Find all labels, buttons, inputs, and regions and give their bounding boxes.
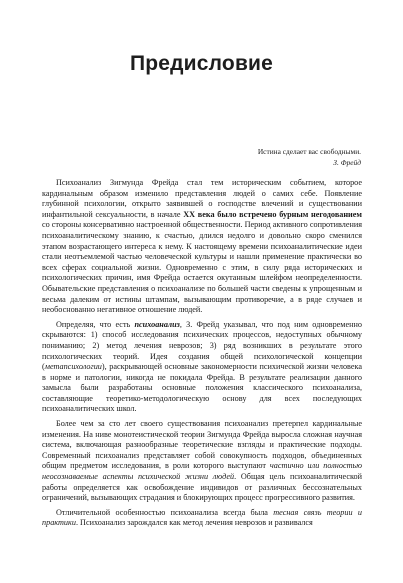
epigraph: [141, 146, 361, 168]
paragraph-2-term-metapsychology: метапсихологии: [44, 362, 102, 372]
paragraph-1-bold: XX века было встречено бурным негодованием: [183, 209, 362, 219]
paragraph-2-text-a: Определяя, что есть: [56, 319, 135, 329]
page-title: Предисловие: [129, 52, 274, 75]
paragraph-3: [42, 419, 362, 504]
paragraph-4-text-c: . Психоанализ зарождался как метод лечения неврозов и развивался: [75, 518, 313, 528]
paragraph-3-text-c: . Общая цель психоаналитической работы определяется как освобождение индивидов от различных бессознательных ограничений, вызывающих страдания и блокирующих процесс прогрессивного развития.: [42, 472, 362, 503]
paragraph-2-text-c: , З. Фрейд указывал, что под ним одновременно скрываются: 1) способ исследования психических процессов, недоступных обычному пониманию; 2) метод лечения неврозов; 3) ряд возникших в результате этого психологических теорий. Идея создания общей психологической концепции (: [42, 319, 362, 372]
body-text: [42, 178, 362, 533]
paragraph-2: [42, 320, 362, 415]
paragraph-2-text-e: ), раскрывающей основные закономерности психической жизни человека в норме и патологии, никогда не покидала Фрейда. В результате реализации данного замысла были разработаны основные положения классического психоанализа, составляющие теоретико-методологическую основу для всех последующих психоаналитических школ.: [42, 362, 362, 414]
paragraph-4-text-a: Отличительной особенностью психоанализа всегда была: [56, 507, 274, 517]
paragraph-1-text-a: Психоанализ Зигмунда Фрейда стал тем историческим событием, которое кардинальным образом изменило представления людей о самих себе. Появление глубинной психологии, открыто заявившей о господстве влечений и существовании инфантильной сексуальности, в начале: [42, 178, 362, 219]
paragraph-3-emphasis: частично или полностью неосознаваемые аспекты психической жизни людей: [42, 461, 363, 482]
epigraph-author: З. Фрейд: [333, 158, 361, 167]
paragraph-2-term-psychoanalysis: психоанализ: [134, 319, 180, 329]
paragraph-1: [42, 178, 362, 316]
paragraph-3-text-a: Более чем за сто лет своего существования психоанализ претерпел кардинальные изменения. На ниве монотеистической теории Зигмунда Фрейда выросла сложная научная система, включающая разнообразные теоретические взгляды и практические подходы. Современный психоанализ представляет собой совокупность подходов, объединенных общим предметом исследования, в роли которого выступают: [42, 419, 362, 471]
paragraph-4-emphasis: тесная связь теории и практики: [42, 507, 362, 528]
paragraph-1-text-c: со стороны консервативно настроенной общественности. Период активного сопротивления психоаналитическому знанию, к счастью, длился недолго и довольно скоро сменился этапом возрастающего интереса к нему. К настоящему времени психоаналитические идеи стали неотъемлемой частью человеческой культуры и нашли применение практически во всех сферах социальной жизни. Одновременно с этим, в силу ряда исторических и психологических причин, имя Фрейда остается окутанным шлейфом неопределенности. Обывательские представления о психоанализе по большей части сведены к упрощенным и весьма далеким от истины штампам, вызывающим противоречие, а в ряде случаев и необоснованно негативное отношение людей.: [42, 220, 362, 315]
paragraph-4: [42, 508, 362, 529]
epigraph-text: Истина сделает вас свободными.: [257, 147, 361, 156]
